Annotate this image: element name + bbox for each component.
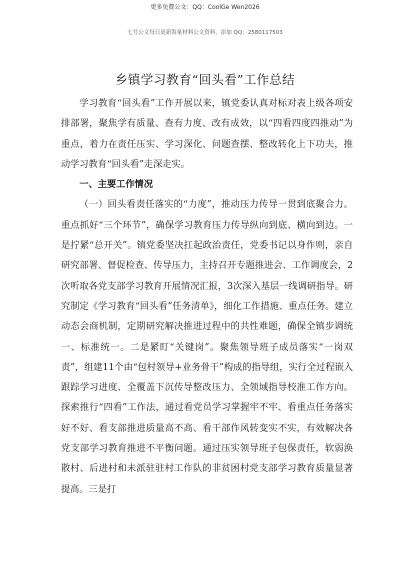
document-title: 乡镇学习教育“回头看”工作总结 [115,72,295,87]
intro-paragraph: 学习教育“回头看”工作开展以来，镇党委认真对标对表上级各项安排部署，聚焦学有质量、查有力度、改有成效，以“四看四度四推动”为重点，着力在责任压实、学习深化、问题查摆、整改转化上下功夫，推动学习教育“回头看”走深走实。 [61,98,353,170]
watermark-top-text: 更多免費公文：QQ：CoolGe Wen2026 [150,4,260,11]
document-body [61,94,353,500]
watermark-sub-text: 七号公文每日更新海量材料公文资料，添加 QQ：2580117503 [127,30,283,36]
body-paragraph: （一）回头看责任落实的“力度”，推动压力传导一贯到底聚合力。重点抓好“三个环节”，确保学习教育压力传导纵向到底、横向到边。一是拧紧“总开关”。镇党委坚决扛起政治责任，党委书记以身作则，亲自研究部署、督促检查、传导压力，主持召开专题推进会、工作调度会，2次听取各党支部学习教育开展情况汇报，3次深入基层一线调研指导。研究制定《学习教育“回头看”任务清单》，细化工作措施、重点任务。建立动态会商机制，定期研究解决推进过程中的共性难题，确保全镇步调统一、标准统一。二是紧盯“关键岗”。聚焦领导班子成员落实“一岗双责”，组建11个由“包村领导+业务骨干”构成的指导组，实行全过程嵌入跟踪学习进度、全覆盖下沉传导整改压力、全领域指导校准工作方向。探索推行“四看”工作法，通过看党员学习掌握牢不牢、看重点任务落实好不好、看支部推进质量高不高、看干部作风转变实不实，有效解决各党支部学习教育推进不平衡问题。通过压实领导班子包保责任，软弱涣散村、后进村和未派驻驻村工作队的非贫困村党支部学习教育质量显著提高。三是打 [61,199,353,495]
section-heading: 一、主要工作情况 [79,179,153,191]
